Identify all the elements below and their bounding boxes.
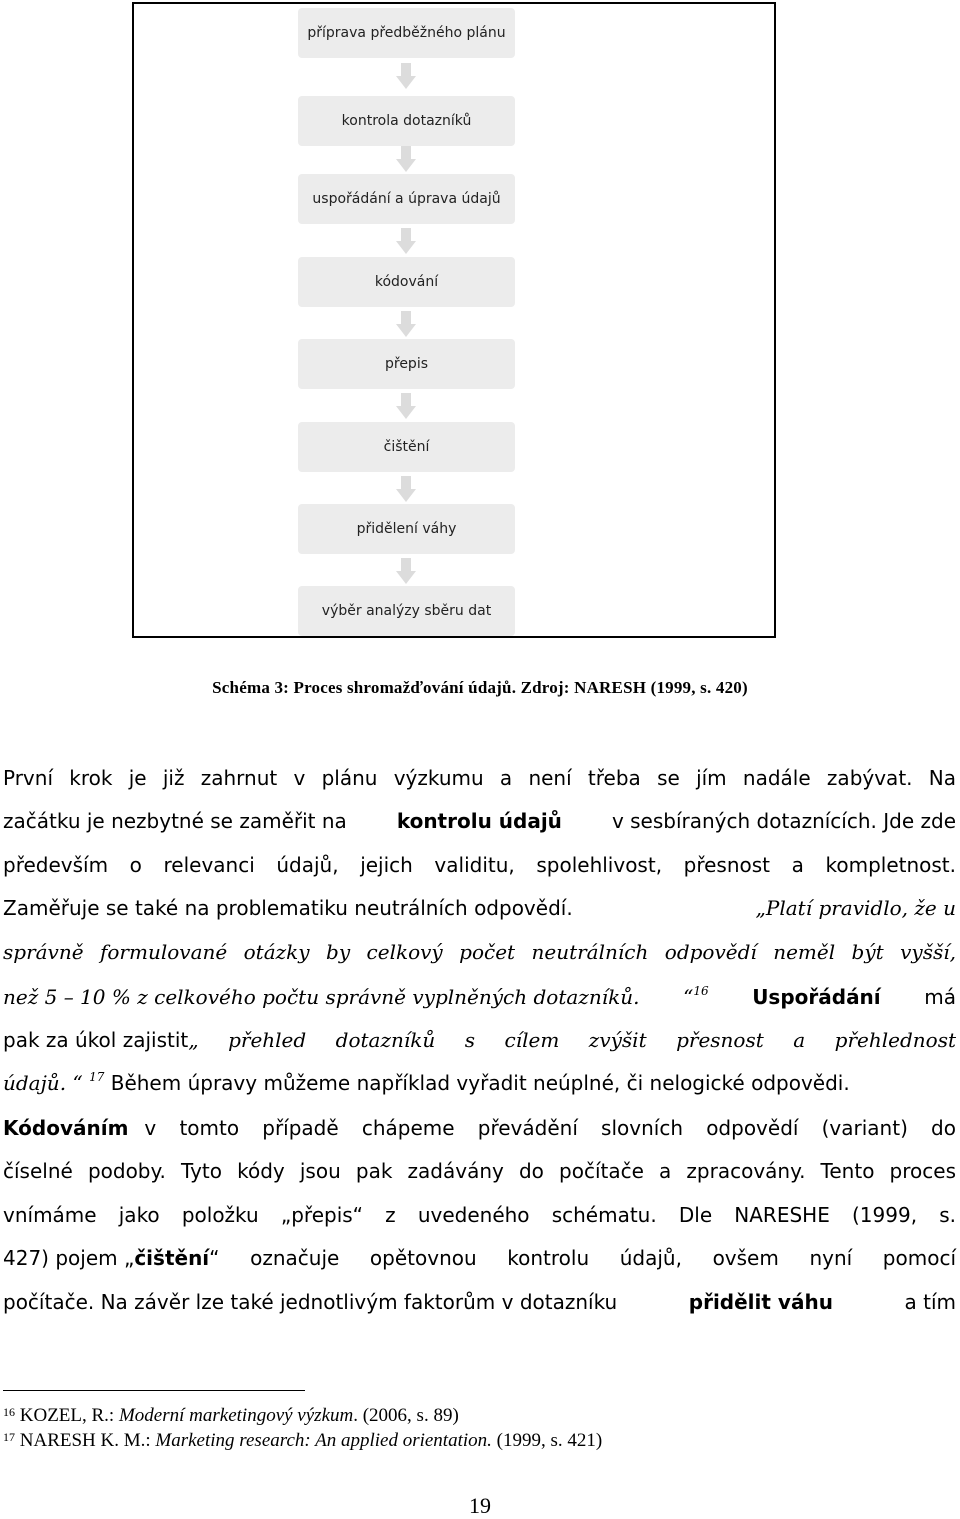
diagram-step: kódování bbox=[298, 257, 515, 307]
text-line bbox=[3, 1156, 956, 1186]
down-arrow-icon bbox=[396, 63, 416, 89]
bold-term: čištění bbox=[134, 1246, 210, 1270]
footnote-divider bbox=[3, 1390, 305, 1391]
bold-term: přidělit váhu bbox=[688, 1290, 833, 1314]
quote-close: “ bbox=[683, 985, 694, 1009]
text-line bbox=[3, 1200, 956, 1230]
text: První krok je již zahrnut v plánu výzkumu a není třeba se jím nadále zabývat. Na bbox=[3, 766, 956, 790]
text: začátku je nezbytné se zaměřit na bbox=[3, 809, 347, 833]
down-arrow-icon bbox=[396, 558, 416, 584]
text-line bbox=[3, 1068, 956, 1098]
footnote-ref: 16 bbox=[693, 984, 709, 998]
text-line bbox=[3, 1025, 956, 1055]
footnote-ref: 17 bbox=[89, 1070, 105, 1084]
down-arrow-icon bbox=[396, 228, 416, 254]
footnote-author: KOZEL, R.: bbox=[19, 1405, 115, 1426]
bold-term: kontrolu údajů bbox=[396, 809, 562, 833]
text-line bbox=[3, 850, 956, 880]
text: v tomto případě chápeme převádění slovních odpovědí (variant) do bbox=[144, 1116, 956, 1140]
diagram-step: přidělení váhy bbox=[298, 504, 515, 554]
text: “ označuje opětovnou kontrolu údajů, ovšem nyní pomocí bbox=[209, 1246, 956, 1270]
diagram-step: přepis bbox=[298, 339, 515, 389]
text: počítače. Na závěr lze také jednotlivým faktorům v dotazníku bbox=[3, 1290, 618, 1314]
diagram-step: kontrola dotazníků bbox=[298, 96, 515, 146]
text: pak za úkol zajistit bbox=[3, 1028, 189, 1052]
text: číselné podoby. Tyto kódy jsou pak zadávány do počítače a zpracovány. Tento proces bbox=[3, 1159, 956, 1183]
text: Zaměřuje se také na problematiku neutrálních odpovědí. bbox=[3, 896, 573, 920]
footnote-title: Moderní marketingový výzkum bbox=[118, 1405, 354, 1426]
text-line bbox=[3, 1287, 956, 1317]
text-line bbox=[3, 982, 956, 1012]
down-arrow-icon bbox=[396, 393, 416, 419]
page-number: 19 bbox=[469, 1493, 491, 1518]
text-line bbox=[3, 1113, 956, 1143]
process-diagram bbox=[132, 2, 776, 638]
quote-text: správně formulované otázky by celkový počet neutrálních odpovědí neměl být vyšší, bbox=[3, 940, 956, 964]
footnote-number: 16 bbox=[3, 1405, 15, 1419]
text: vnímáme jako položku „přepis“ z uvedeného schématu. Dle NARESHE (1999, s. bbox=[3, 1203, 956, 1227]
down-arrow-icon bbox=[396, 146, 416, 172]
bold-term: Kódováním bbox=[3, 1116, 129, 1140]
text-line bbox=[3, 937, 956, 967]
quote-text: údajů. bbox=[3, 1071, 67, 1095]
footnote bbox=[3, 1429, 602, 1453]
down-arrow-icon bbox=[396, 476, 416, 502]
text-line bbox=[3, 893, 956, 923]
text: především o relevanci údajů, jejich validitu, spolehlivost, přesnost a kompletnost. bbox=[3, 853, 956, 877]
diagram-step: příprava předběžného plánu bbox=[298, 8, 515, 58]
footnote-detail: (1999, s. 421) bbox=[496, 1430, 603, 1451]
quote-close: “ bbox=[72, 1071, 83, 1095]
footnote-number: 17 bbox=[3, 1430, 15, 1444]
text-line bbox=[3, 1243, 956, 1273]
text-line bbox=[3, 806, 956, 836]
text: a tím bbox=[904, 1290, 956, 1314]
text: 427) pojem „ bbox=[3, 1246, 135, 1270]
text: v sesbíraných dotaznících. Jde zde bbox=[611, 809, 956, 833]
bold-term: Uspořádání bbox=[752, 985, 881, 1009]
quote-text: „Platí pravidlo, že u bbox=[755, 896, 956, 920]
footnote-detail: . (2006, s. 89) bbox=[353, 1405, 459, 1426]
footnote-title: Marketing research: An applied orientation. bbox=[155, 1430, 492, 1451]
down-arrow-icon bbox=[396, 311, 416, 337]
text-line bbox=[3, 763, 956, 793]
text: Během úpravy můžeme například vyřadit neúplné, či nelogické odpovědi. bbox=[110, 1071, 850, 1095]
diagram-step: uspořádání a úprava údajů bbox=[298, 174, 515, 224]
diagram-step: čištění bbox=[298, 422, 515, 472]
figure-caption: Schéma 3: Proces shromažďování údajů. Zdroj: NARESH (1999, s. 420) bbox=[212, 678, 748, 697]
footnote-author: NARESH K. M.: bbox=[19, 1430, 151, 1451]
diagram-step: výběr analýzy sběru dat bbox=[298, 586, 515, 636]
text: má bbox=[924, 985, 956, 1009]
quote-text: „ přehled dotazníků s cílem zvýšit přesnost a přehlednost bbox=[188, 1028, 956, 1052]
footnote bbox=[3, 1404, 459, 1428]
quote-text: než 5 – 10 % z celkového počtu správně vyplněných dotazníků. bbox=[3, 985, 640, 1009]
